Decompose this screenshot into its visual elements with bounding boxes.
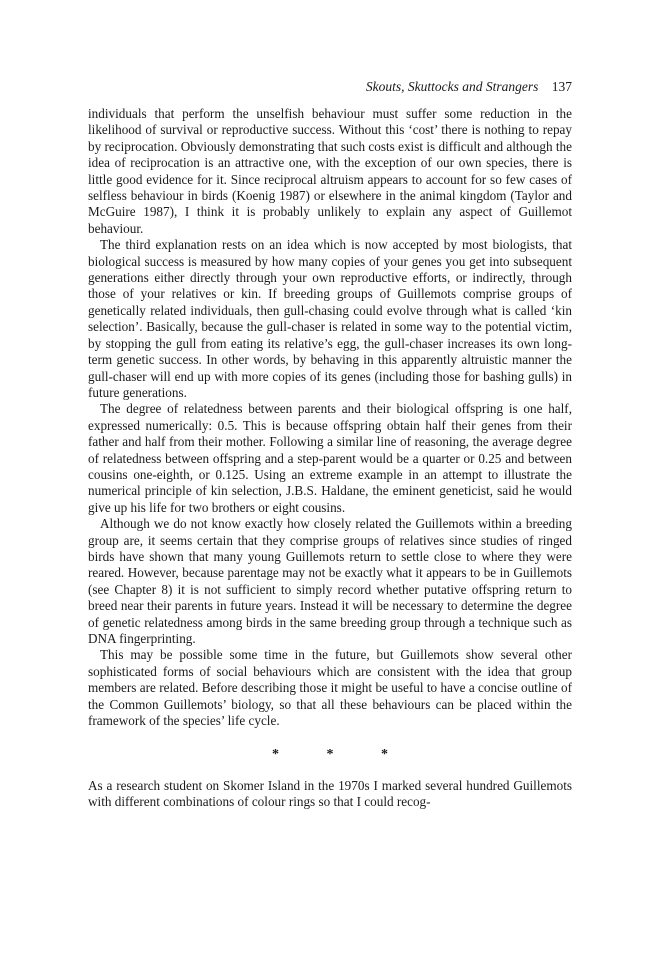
paragraph-3: The degree of relatedness between parents and their biological offspring is one half, expressed numerically: 0.5. This is because offspring obtain half their genes from their father and half from their mother. Following a similar line of reasoning, the average degree of relatedness between offspring and a step-parent would be a quarter or 0.25 and between cousins one-eighth, or 0.125. Using an extreme example in an attempt to illustrate the numerical principle of kin selection, J.B.S. Haldane, the eminent geneticist, said he would give up his life for two brothers or eight cousins. <box>88 401 572 515</box>
closing-paragraph: As a research student on Skomer Island in the 1970s I marked several hundred Guillemots with different combinations of colour rings so that I could recog- <box>88 777 572 810</box>
paragraph-5: This may be possible some time in the future, but Guillemots show several other sophisticated forms of social behaviours which are consistent with the idea that group members are related. Before describing those it might be useful to have a concise outline of the Common Guillemots’ biology, so that all these behaviours can be placed within the framework of the species’ life cycle. <box>88 647 572 729</box>
paragraph-4: Although we do not know exactly how closely related the Guillemots within a breeding group are, it seems certain that they comprise groups of relatives since studies of ringed birds have shown that many young Guillemots return to settle close to where they were reared. However, because parentage may not be exactly what it appears to be in Guillemots (see Chapter 8) it is not sufficient to simply record whether putative offspring return to breed near their parents in future years. Instead it will be necessary to determine the degree of genetic relatedness among birds in the same breeding group through a technique such as DNA fingerprinting. <box>88 516 572 646</box>
paragraph-2: The third explanation rests on an idea which is now accepted by most biologists, that biological success is measured by how many copies of your genes you get into subsequent generations either directly through your own reproductive efforts, or indirectly, through those of your relatives or kin. If breeding groups of Guillemots comprise groups of genetically related individuals, then gull-chasing could evolve through what is called ‘kin selection’. Basically, because the gull-chaser is related in some way to the potential victim, by stopping the gull from eating its relative’s egg, the gull-chaser increases its own long-term genetic success. In other words, by behaving in this apparently altruistic manner the gull-chaser will end up with more copies of its genes (including those for bashing gulls) in future generations. <box>88 237 572 400</box>
running-head <box>88 78 572 100</box>
running-title: Skouts, Skuttocks and Strangers <box>365 79 539 94</box>
body-text <box>88 106 572 811</box>
book-page <box>88 78 572 811</box>
section-separator: * * * <box>272 747 410 763</box>
page-number: 137 <box>551 79 572 94</box>
paragraph-1: individuals that perform the unselfish behaviour must suffer some reduction in the likelihood of survival or reproductive success. Without this ‘cost’ there is nothing to repay by reciprocation. Obviously demonstrating that such costs exist is difficult and although the idea of reciprocation is an attractive one, with the exception of our own species, there is little good evidence for it. Since reciprocal altruism appears to account for so few cases of selfless behaviour in birds (Koenig 1987) or elsewhere in the animal kingdom (Taylor and McGuire 1987), I think it is probably unlikely to explain any aspect of Guillemot behaviour. <box>88 106 572 236</box>
